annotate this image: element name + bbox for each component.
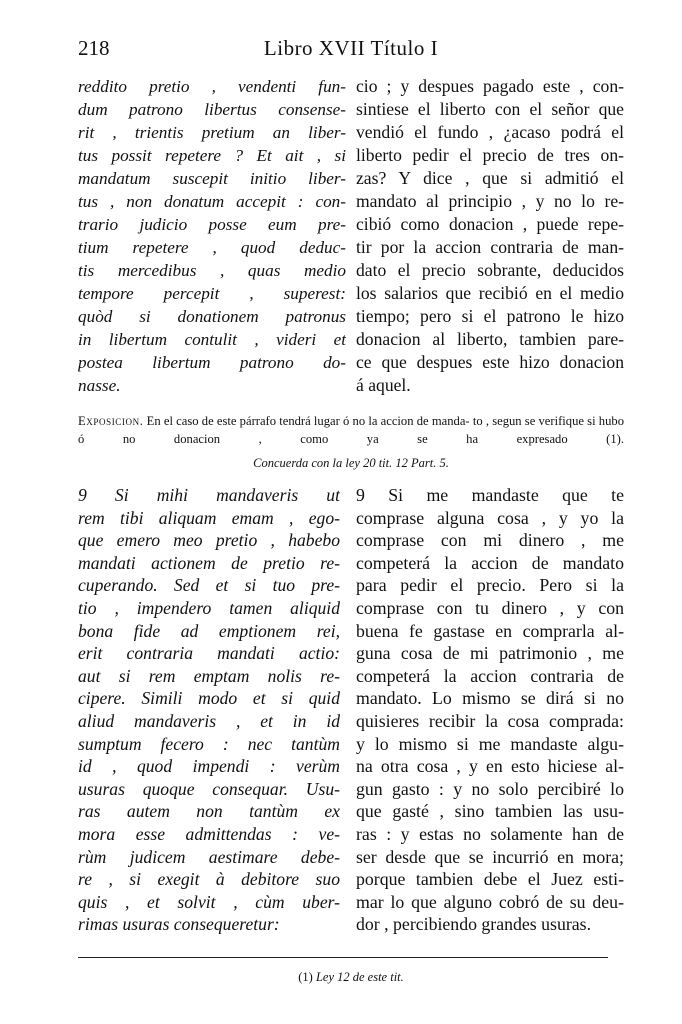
spanish-column-section-9 bbox=[356, 484, 624, 936]
text-line: ser desde que se incurrió en mora; bbox=[356, 846, 624, 867]
footnote bbox=[78, 970, 624, 985]
text-line: postea libertum patrono do- bbox=[78, 353, 346, 372]
footnote-marker: (1) bbox=[298, 970, 313, 984]
text-line: donacion al liberto, tambien pare- bbox=[356, 329, 624, 349]
text-line: nasse. bbox=[78, 376, 121, 395]
text-line: cibió como donacion , puede repe- bbox=[356, 214, 624, 234]
text-line: 9 Si me mandaste que te bbox=[356, 485, 624, 505]
text-line: sintiese el liberto con el señor que bbox=[356, 99, 624, 119]
running-title: Libro XVII Título I bbox=[263, 36, 439, 60]
text-line: usuras quoque consequar. Usu- bbox=[78, 778, 340, 799]
text-line: mandato al principio , y no lo re- bbox=[356, 191, 624, 211]
spanish-column-top bbox=[356, 75, 624, 397]
text-line: tir por la accion contraria de man- bbox=[356, 237, 624, 257]
text-line: cuperando. Sed et si tuo pre- bbox=[78, 575, 340, 596]
text-line: liberto pedir el precio de tres on- bbox=[356, 145, 624, 165]
text-line: mandatum suscepit initio liber- bbox=[78, 169, 346, 188]
text-line: vendió el fundo , ¿acaso podrá el bbox=[356, 122, 624, 142]
text-line: competerá la accion contraria de bbox=[356, 665, 624, 686]
text-line: buena fe gastase en comprarla al- bbox=[356, 620, 624, 641]
latin-column-section-9 bbox=[78, 484, 340, 936]
text-line: mandati actionem de pretio re- bbox=[78, 552, 340, 573]
text-line: sumptum fecero : nec tantùm bbox=[78, 733, 340, 754]
text-line: bona fide ad emptionem rei, bbox=[78, 620, 340, 641]
text-line: mar lo que alguno cobró de su deu- bbox=[356, 891, 624, 912]
text-line: aut si rem emptam nolis re- bbox=[78, 665, 340, 686]
text-line: que emero meo pretio , habebo bbox=[78, 530, 340, 551]
text-line: rùm judicem aestimare debe- bbox=[78, 846, 340, 867]
text-line: ras : y estas no solamente han de bbox=[356, 823, 624, 844]
text-line: cio ; y despues pagado este , con- bbox=[356, 76, 624, 96]
text-line: tium repetere , quod deduc- bbox=[78, 238, 346, 257]
exposicion-label: Exposicion. bbox=[78, 414, 144, 428]
text-line: que gasté , sino tambien las usu- bbox=[356, 801, 624, 822]
text-line: na otra cosa , y en esto hiciese al- bbox=[356, 756, 624, 777]
text-line: gun gasto : y no solo percibiré lo bbox=[356, 778, 624, 799]
text-line: erit contraria mandati actio: bbox=[78, 643, 340, 664]
concordance-line: Concuerda con la ley 20 tit. 12 Part. 5. bbox=[253, 456, 449, 470]
text-line: reddito pretio , vendenti fun- bbox=[78, 77, 346, 96]
text-line: 9 Si mihi mandaveris ut bbox=[78, 485, 340, 505]
text-line: guna cosa de mi patrimonio , me bbox=[356, 643, 624, 664]
text-line: comprase alguna cosa , y yo la bbox=[356, 507, 624, 528]
page-number: 218 bbox=[78, 36, 110, 60]
text-line: ce que despues este hizo donacion bbox=[356, 352, 624, 372]
text-line: trario judicio posse eum pre- bbox=[78, 215, 346, 234]
text-line: los salarios que recibió en el medio bbox=[356, 283, 624, 303]
text-line: id , quod impendi : verùm bbox=[78, 756, 340, 777]
text-line: tio , impendero tamen aliquid bbox=[78, 597, 340, 618]
text-line: aliud mandaveris , et in id bbox=[78, 710, 340, 731]
running-header bbox=[78, 36, 624, 68]
text-line: mandato. Lo mismo se dirá si no bbox=[356, 688, 624, 709]
text-line: quisieres recibir la cosa comprada: bbox=[356, 710, 624, 731]
text-line: in libertum contulit , videri et bbox=[78, 330, 346, 349]
text-line: tis mercedibus , quas medio bbox=[78, 261, 346, 280]
text-line: para pedir el precio. Pero si la bbox=[356, 575, 624, 596]
text-line: zas? Y dice , que si admitió el bbox=[356, 168, 624, 188]
text-line: y lo mismo si me mandaste algu- bbox=[356, 733, 624, 754]
text-line: cipere. Simili modo et si quid bbox=[78, 688, 340, 709]
text-line: rimas usuras consequeretur: bbox=[78, 914, 280, 935]
text-line: comprase con tu dinero , y con bbox=[356, 597, 624, 618]
text-line: tempore percepit , superest: bbox=[78, 284, 346, 303]
text-line: comprase con mi dinero , me bbox=[356, 530, 624, 551]
text-line: rit , trientis pretium an liber- bbox=[78, 123, 346, 142]
text-line: dum patrono libertus consense- bbox=[78, 100, 346, 119]
text-line: competerá la accion de mandato bbox=[356, 552, 624, 573]
text-line: re , si exegit à debitore suo bbox=[78, 869, 340, 890]
exposicion-note bbox=[78, 412, 624, 448]
text-line: tiempo; pero si el patrono le hizo bbox=[356, 306, 624, 326]
text-line: rem tibi aliquam emam , ego- bbox=[78, 507, 340, 528]
footnote-rule bbox=[78, 957, 608, 958]
text-line: tus , non donatum accepit : con- bbox=[78, 192, 346, 211]
text-line: dor , percibiendo grandes usuras. bbox=[356, 914, 592, 935]
text-line: á aquel. bbox=[356, 375, 411, 395]
text-line: ras autem non tantùm ex bbox=[78, 801, 340, 822]
text-line: dato el precio sobrante, deducidos bbox=[356, 260, 624, 280]
text-line: tus possit repetere ? Et ait , si bbox=[78, 146, 346, 165]
text-line: porque tambien debe el Juez esti- bbox=[356, 869, 624, 890]
text-line: quis , et solvit , cùm uber- bbox=[78, 891, 340, 912]
text-line: mora esse admittendas : ve- bbox=[78, 823, 340, 844]
latin-column-top bbox=[78, 75, 346, 397]
footnote-text: Ley 12 de este tit. bbox=[315, 970, 404, 984]
exposicion-text: En el caso de este párrafo tendrá lugar ó no la accion de manda- to , segun se verifique si hubo ó no donacion , como ya se ha expresado (1). bbox=[78, 414, 624, 446]
text-line: quòd si donationem patronus bbox=[78, 307, 346, 326]
